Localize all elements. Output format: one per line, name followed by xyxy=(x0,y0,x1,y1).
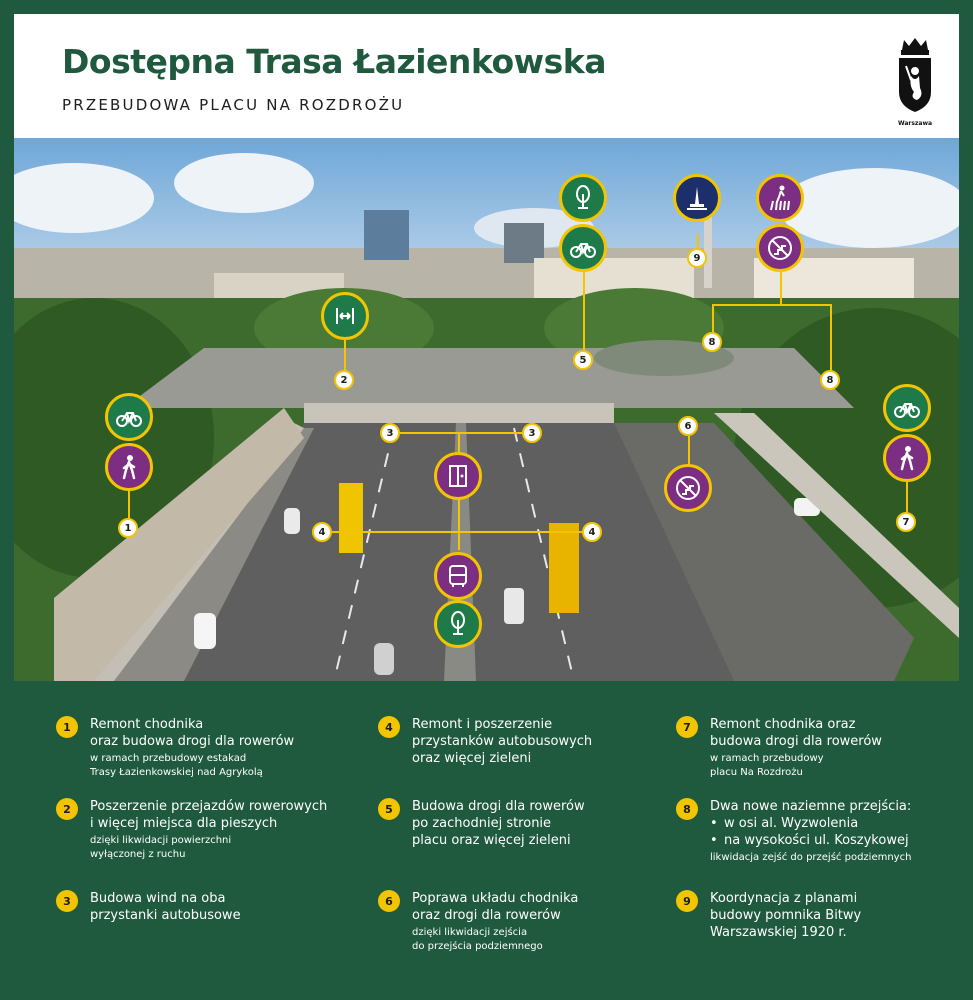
connector-line-7 xyxy=(906,482,908,514)
tree-icon[interactable] xyxy=(434,600,482,648)
bicycle-icon[interactable] xyxy=(105,393,153,441)
legend-note-line: w ramach przebudowy estakad xyxy=(90,753,247,764)
legend-badge-9: 9 xyxy=(676,890,698,912)
legend-main-line: budowa drogi dla rowerów xyxy=(710,734,882,749)
legend-main-line: Budowa drogi dla rowerów xyxy=(412,799,585,814)
marker-5[interactable]: 5 xyxy=(573,350,593,370)
marker-3-left[interactable]: 3 xyxy=(380,423,400,443)
marker-1[interactable]: 1 xyxy=(118,518,138,538)
legend-bullet-line: • w osi al. Wyzwolenia xyxy=(710,816,859,831)
legend-badge-7: 7 xyxy=(676,716,698,738)
marker-6[interactable]: 6 xyxy=(678,416,698,436)
legend-main-line: Remont i poszerzenie xyxy=(412,717,553,732)
page-title: Dostępna Trasa Łazienkowska xyxy=(62,42,606,81)
legend-main-line: po zachodniej stronie xyxy=(412,816,552,831)
connector-line-3 xyxy=(400,432,532,434)
marker-7[interactable]: 7 xyxy=(896,512,916,532)
crest-icon xyxy=(884,36,946,120)
legend-badge-8: 8 xyxy=(676,798,698,820)
legend-main-line: Warszawskiej 1920 r. xyxy=(710,925,847,940)
legend-badge-6: 6 xyxy=(378,890,400,912)
legend-main-line: oraz drogi dla rowerów xyxy=(412,908,561,923)
crossing-pedestrian-icon[interactable] xyxy=(756,174,804,222)
no-stairs-icon[interactable] xyxy=(756,224,804,272)
legend-badge-1: 1 xyxy=(56,716,78,738)
aerial-scene-illustration xyxy=(14,138,959,681)
legend-main-line: oraz więcej zieleni xyxy=(412,751,532,766)
pedestrian-icon[interactable] xyxy=(105,443,153,491)
header-panel xyxy=(14,14,959,138)
connector-line-8 xyxy=(712,304,832,306)
connector-line-4b xyxy=(458,492,460,550)
aerial-photo xyxy=(14,138,959,681)
bicycle-icon[interactable] xyxy=(883,384,931,432)
monument-icon[interactable] xyxy=(673,174,721,222)
legend-note-line: wyłączonej z ruchu xyxy=(90,849,186,860)
no-stairs-icon[interactable] xyxy=(664,464,712,512)
connector-line-8d xyxy=(780,272,782,306)
legend-bullet-line: • na wysokości ul. Koszykowej xyxy=(710,833,909,848)
legend-note-line: do przejścia podziemnego xyxy=(412,941,543,952)
connector-line-4 xyxy=(332,531,594,533)
legend-main-line: przystanki autobusowe xyxy=(90,908,241,923)
tree-icon[interactable] xyxy=(559,174,607,222)
legend-main-line: placu oraz więcej zieleni xyxy=(412,833,571,848)
marker-4-left[interactable]: 4 xyxy=(312,522,332,542)
legend-badge-4: 4 xyxy=(378,716,400,738)
legend-note-line: w ramach przebudowy xyxy=(710,753,824,764)
marker-2[interactable]: 2 xyxy=(334,370,354,390)
legend-main-line: Budowa wind na oba xyxy=(90,891,226,906)
legend-main-line: Remont chodnika oraz xyxy=(710,717,856,732)
pedestrian-icon[interactable] xyxy=(883,434,931,482)
bicycle-icon[interactable] xyxy=(559,224,607,272)
marker-9[interactable]: 9 xyxy=(687,248,707,268)
legend-main-line: Dwa nowe naziemne przejścia: xyxy=(710,799,912,814)
legend-note-line: dzięki likwidacji powierzchni xyxy=(90,835,232,846)
legend-main-line: budowy pomnika Bitwy xyxy=(710,908,862,923)
legend-main-line: Poprawa układu chodnika xyxy=(412,891,579,906)
page-subtitle: PRZEBUDOWA PLACU NA ROZDROŻU xyxy=(62,96,405,114)
width-arrows-icon[interactable] xyxy=(321,292,369,340)
warszawa-crest-logo xyxy=(884,36,946,132)
legend-note-line: placu Na Rozdrożu xyxy=(710,767,803,778)
bus-icon[interactable] xyxy=(434,552,482,600)
legend-main-line: i więcej miejsca dla pieszych xyxy=(90,816,278,831)
connector-line-5 xyxy=(583,270,585,354)
marker-8-right[interactable]: 8 xyxy=(820,370,840,390)
legend-bullet-text: w osi al. Wyzwolenia xyxy=(724,816,859,831)
legend-note-line: dzięki likwidacji zejścia xyxy=(412,927,528,938)
crest-label: Warszawa xyxy=(897,120,933,127)
legend-main-line: Koordynacja z planami xyxy=(710,891,858,906)
marker-3-right[interactable]: 3 xyxy=(522,423,542,443)
connector-line-2 xyxy=(344,338,346,374)
connector-line-6 xyxy=(688,436,690,466)
connector-line-8c xyxy=(830,304,832,374)
legend-note-line: Trasy Łazienkowskiej nad Agrykolą xyxy=(90,767,263,778)
marker-4-right[interactable]: 4 xyxy=(582,522,602,542)
marker-8-left[interactable]: 8 xyxy=(702,332,722,352)
legend-badge-3: 3 xyxy=(56,890,78,912)
legend-note-line: likwidacja zejść do przejść podziemnych xyxy=(710,852,912,863)
legend-main-line: Poszerzenie przejazdów rowerowych xyxy=(90,799,328,814)
legend-main-line: oraz budowa drogi dla rowerów xyxy=(90,734,295,749)
legend-main-line: Remont chodnika xyxy=(90,717,204,732)
legend-main-line: przystanków autobusowych xyxy=(412,734,593,749)
legend-badge-2: 2 xyxy=(56,798,78,820)
elevator-icon[interactable] xyxy=(434,452,482,500)
legend-bullet-text: na wysokości ul. Koszykowej xyxy=(724,833,909,848)
legend-badge-5: 5 xyxy=(378,798,400,820)
